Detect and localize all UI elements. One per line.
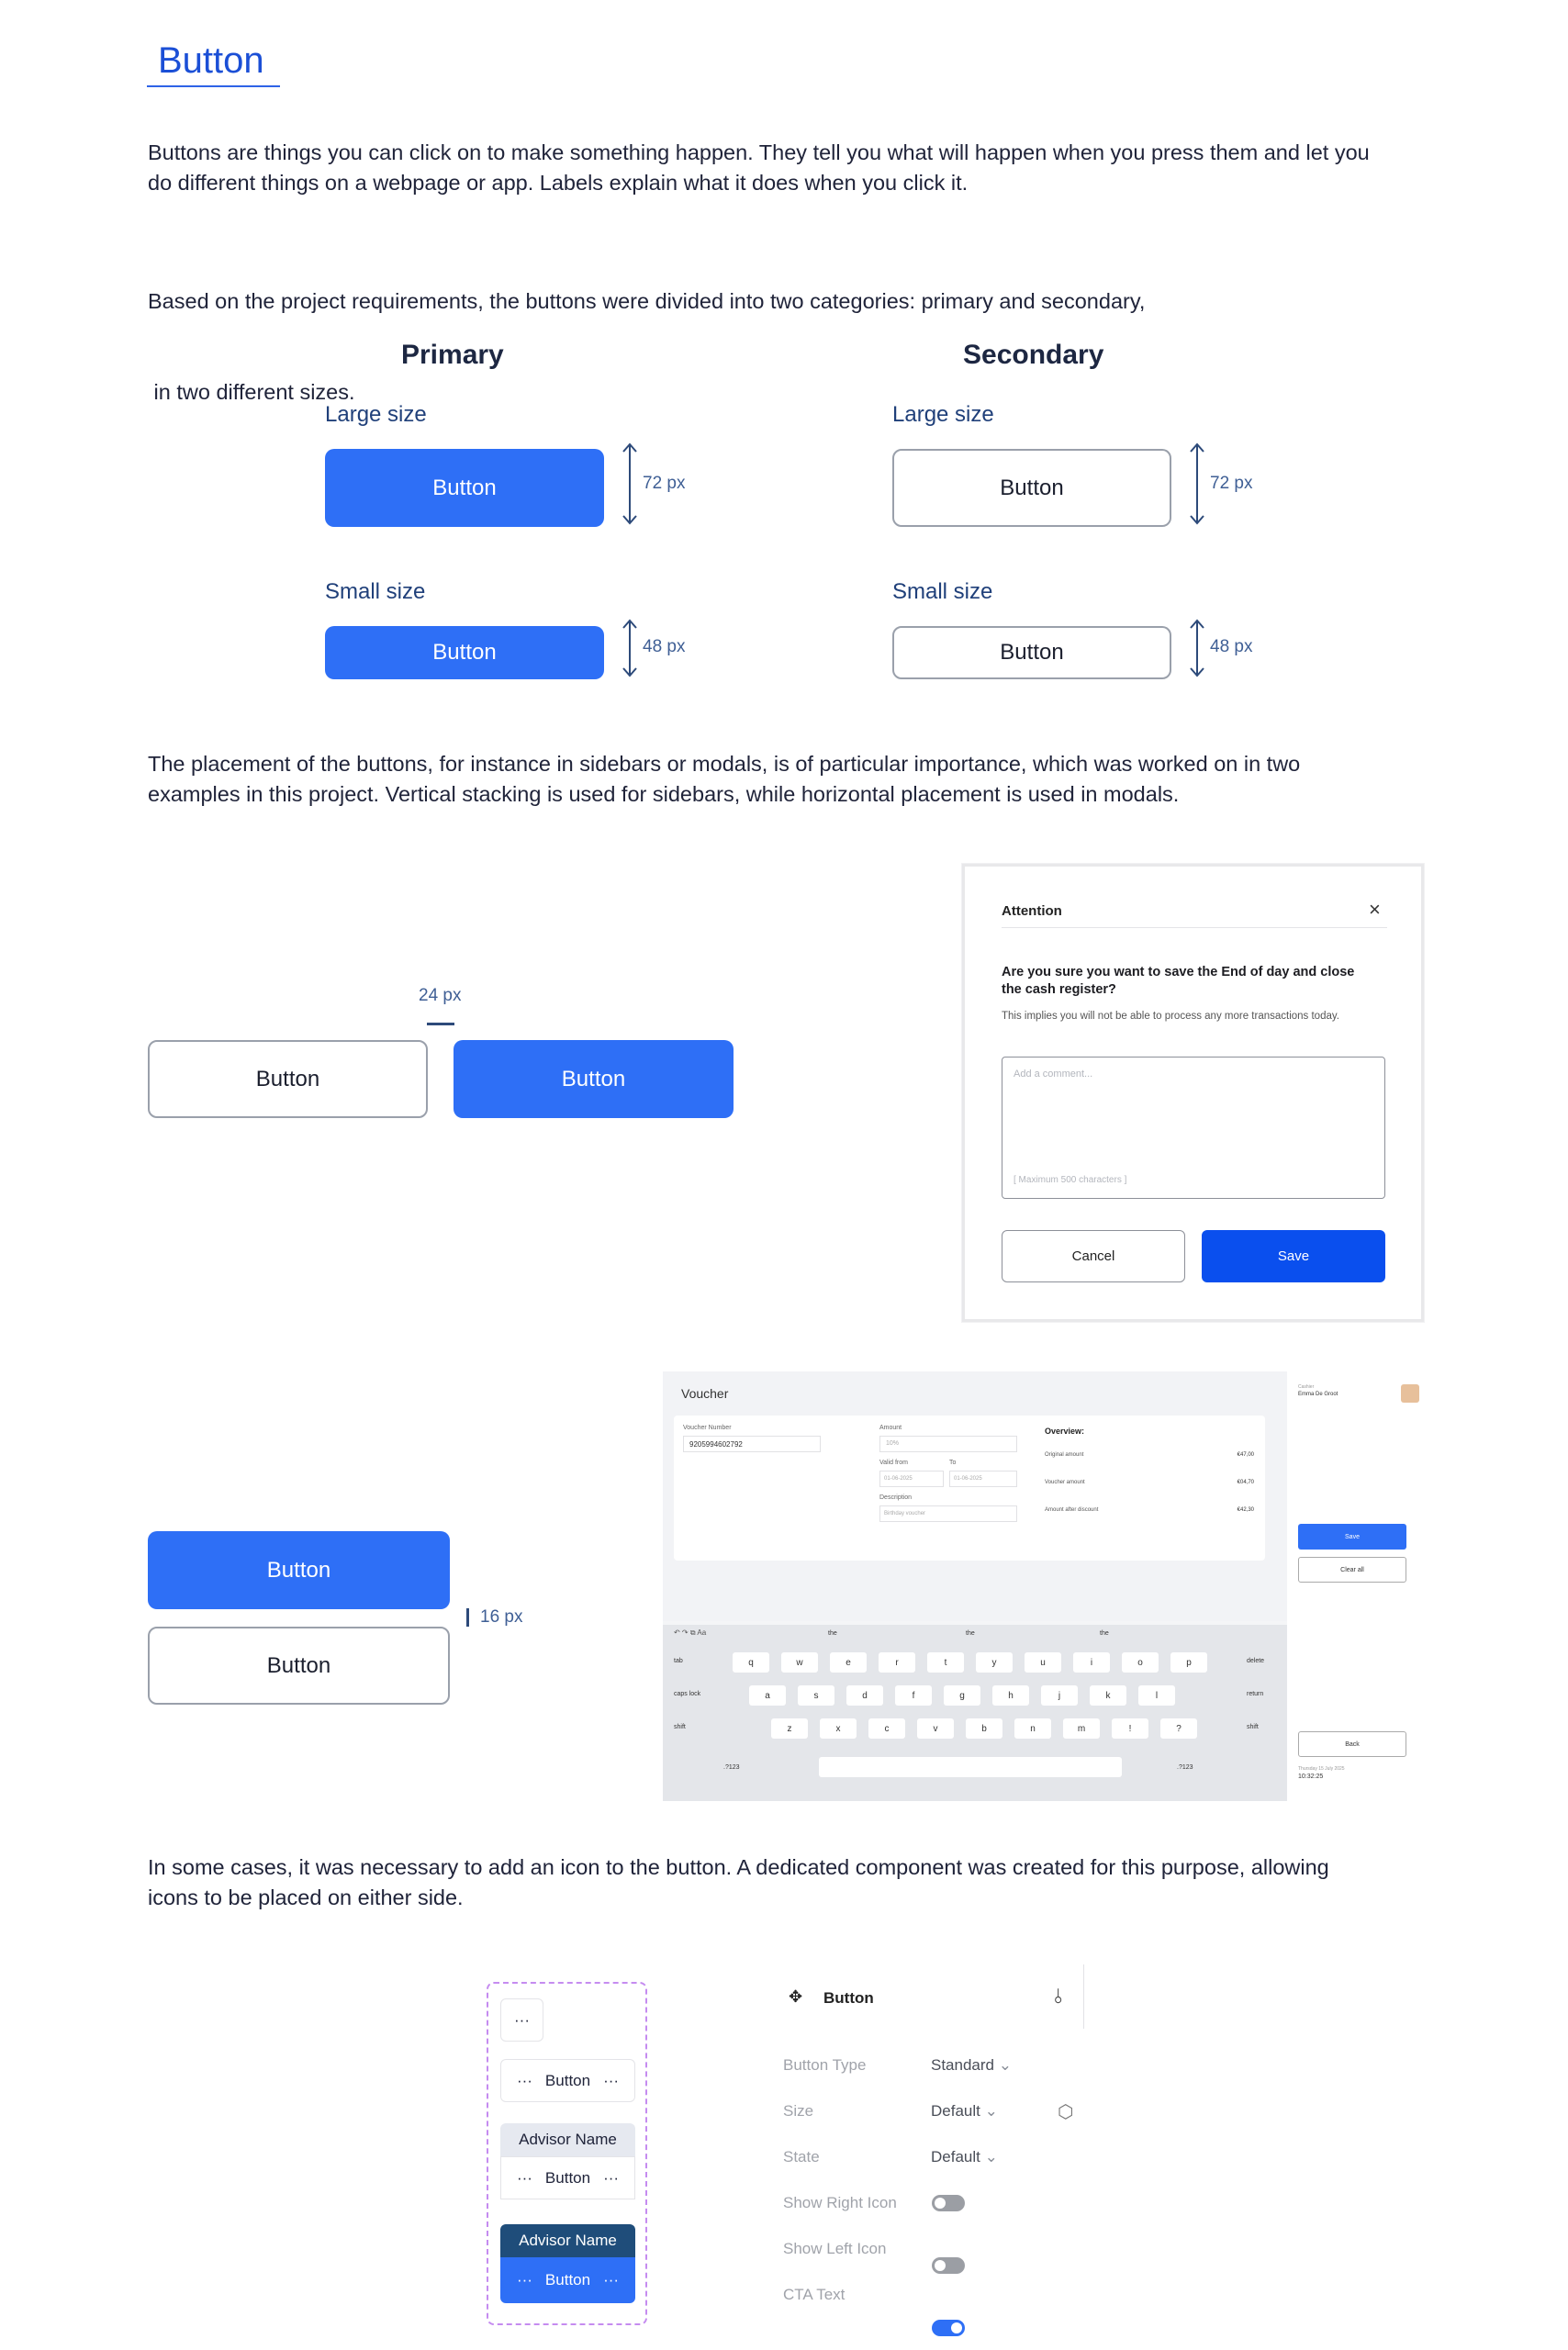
- gap-marker: [427, 1023, 454, 1025]
- button-label: Button: [544, 2071, 591, 2089]
- keyboard-key[interactable]: n: [1014, 1718, 1051, 1739]
- more-icon: ···: [603, 2271, 620, 2288]
- comment-placeholder: Add a comment...: [1014, 1069, 1093, 1080]
- keyboard-key[interactable]: a: [749, 1685, 786, 1706]
- modal-question-line: the cash register?: [1002, 982, 1116, 997]
- secondary-small-label: Small size: [892, 579, 993, 604]
- after-discount-label: Amount after discount: [1045, 1507, 1099, 1513]
- description-input[interactable]: Birthday voucher: [879, 1505, 1017, 1522]
- font-size-key[interactable]: Aa: [697, 1628, 707, 1637]
- voucher-amount-label: Voucher amount: [1045, 1480, 1085, 1485]
- placement-paragraph: [148, 749, 1433, 810]
- sidebar-save-button[interactable]: Save: [1298, 1524, 1406, 1550]
- intro-line: do different things on a webpage or app. Labels explain what it does when you click it.: [148, 171, 969, 195]
- more-icon: ···: [516, 2071, 532, 2089]
- original-amount-label: Original amount: [1045, 1452, 1084, 1458]
- variable-icon[interactable]: ⬡: [1058, 2102, 1074, 2122]
- more-icon: ···: [516, 2168, 532, 2187]
- primary-small-height: 48 px: [643, 637, 686, 656]
- clear-all-button[interactable]: Clear all: [1298, 1557, 1406, 1583]
- tab-key[interactable]: tab: [674, 1658, 683, 1664]
- title-underline: [147, 85, 280, 87]
- modal-divider: [1002, 927, 1387, 928]
- keyboard-key[interactable]: !: [1112, 1718, 1148, 1739]
- prop-value: Standard: [931, 2056, 994, 2074]
- cta-text-toggle[interactable]: [932, 2320, 965, 2336]
- primary-small-label: Small size: [325, 579, 426, 604]
- close-icon[interactable]: ×: [1369, 898, 1381, 921]
- keyboard-key[interactable]: e: [830, 1652, 867, 1673]
- char-limit: [ Maximum 500 characters ]: [1014, 1175, 1127, 1185]
- secondary-heading: Secondary: [963, 340, 1104, 370]
- numbers-key[interactable]: .?123: [1177, 1764, 1193, 1771]
- modal-question-line: Are you sure you want to save the End of day and close: [1002, 965, 1355, 979]
- avatar[interactable]: [1401, 1384, 1419, 1403]
- keyboard-key[interactable]: j: [1041, 1685, 1078, 1706]
- component-name: Button: [823, 1989, 874, 2007]
- vertical-primary-button[interactable]: Button: [148, 1531, 450, 1609]
- size-select[interactable]: [931, 2102, 998, 2121]
- comment-textarea[interactable]: [1002, 1057, 1385, 1199]
- placement-line: The placement of the buttons, for instance in sidebars or modals, is of particular importance, which was worked on in two: [148, 752, 1301, 776]
- voucher-screen: [663, 1371, 1424, 1801]
- after-discount-amount: €42,30: [1237, 1507, 1254, 1513]
- keyboard-key[interactable]: b: [966, 1718, 1002, 1739]
- keyboard-key[interactable]: w: [781, 1652, 818, 1673]
- icon-only-button[interactable]: [500, 1998, 543, 2042]
- keyboard-key[interactable]: m: [1063, 1718, 1100, 1739]
- back-button[interactable]: Back: [1298, 1731, 1406, 1757]
- advisor-name-header-active: Advisor Name: [500, 2224, 635, 2257]
- keyboard-key[interactable]: g: [944, 1685, 980, 1706]
- secondary-small-button[interactable]: Button: [892, 626, 1171, 679]
- secondary-small-height: 48 px: [1210, 637, 1253, 656]
- description-label: Description: [879, 1494, 913, 1501]
- more-icon: ···: [603, 2168, 620, 2187]
- shift-key[interactable]: shift: [674, 1724, 686, 1730]
- delete-key[interactable]: delete: [1247, 1658, 1265, 1664]
- prop-label: Size: [783, 2102, 814, 2120]
- prop-label: Show Right Icon: [783, 2194, 897, 2211]
- cashier-name: Emma De Groot: [1298, 1392, 1338, 1397]
- voucher-sidebar: [1287, 1371, 1424, 1801]
- valid-to-input[interactable]: 01-06-2025: [949, 1471, 1017, 1487]
- prop-value: Default: [931, 2148, 980, 2165]
- intro-line: Based on the project requirements, the buttons were divided into two categories: primary and secondary,: [148, 289, 1146, 313]
- voucher-title: Voucher: [681, 1386, 729, 1401]
- height-arrow-icon: [621, 442, 639, 525]
- keyboard-key[interactable]: y: [976, 1652, 1013, 1673]
- valid-from-label: Valid from: [879, 1460, 908, 1466]
- vertical-secondary-button[interactable]: Button: [148, 1627, 450, 1705]
- on-screen-keyboard: [663, 1625, 1287, 1801]
- placement-line: examples in this project. Vertical stacking is used for sidebars, while horizontal placement is used in modals.: [148, 782, 1180, 806]
- modal-title: Attention: [1002, 903, 1062, 919]
- time-text: 10:32:25: [1298, 1774, 1324, 1780]
- overview-title: Overview:: [1045, 1427, 1085, 1436]
- horizontal-gap-label: 24 px: [419, 986, 462, 1005]
- modal-question: [1002, 964, 1354, 999]
- space-bar[interactable]: [819, 1757, 1122, 1777]
- cashier-label: Cashier: [1298, 1384, 1315, 1390]
- icons-line: In some cases, it was necessary to add an icon to the button. A dedicated component was created for this purpose, allowing: [148, 1855, 1329, 1879]
- prop-label: Show Left Icon: [783, 2240, 887, 2257]
- height-arrow-icon: [621, 619, 639, 677]
- chevron-down-icon: ⌄: [984, 2148, 998, 2165]
- horizontal-primary-button[interactable]: Button: [454, 1040, 734, 1118]
- button-label: Button: [544, 2271, 591, 2288]
- keyboard-key[interactable]: h: [992, 1685, 1029, 1706]
- return-key[interactable]: return: [1247, 1691, 1264, 1697]
- suggestion[interactable]: the: [828, 1630, 837, 1637]
- keyboard-key[interactable]: l: [1138, 1685, 1175, 1706]
- original-amount: €47,00: [1237, 1452, 1254, 1458]
- prop-label: State: [783, 2148, 820, 2165]
- vertical-gap-label: 16 px: [480, 1607, 523, 1627]
- component-variants-frame: [487, 1982, 647, 2325]
- more-icon: ···: [516, 2271, 532, 2288]
- attention-modal: [962, 864, 1424, 1322]
- intro-line: Buttons are things you can click on to make something happen. They tell you what will happen when you press them and let you: [148, 140, 1370, 164]
- keyboard-key[interactable]: u: [1025, 1652, 1061, 1673]
- suggestion[interactable]: the: [1100, 1630, 1109, 1637]
- adjust-icon[interactable]: ⫰: [1054, 1985, 1063, 2008]
- button-label: Button: [544, 2168, 591, 2187]
- button-type-select[interactable]: [931, 2056, 1012, 2075]
- save-button[interactable]: Save: [1202, 1230, 1385, 1282]
- shift-key[interactable]: shift: [1247, 1724, 1259, 1730]
- advisor-name-header: Advisor Name: [500, 2123, 635, 2156]
- amount-label: Amount: [879, 1425, 902, 1431]
- keyboard-key[interactable]: x: [820, 1718, 857, 1739]
- secondary-large-button[interactable]: Button: [892, 449, 1171, 527]
- keyboard-key[interactable]: d: [846, 1685, 883, 1706]
- keyboard-key[interactable]: v: [917, 1718, 954, 1739]
- icon-button-variant[interactable]: [500, 2059, 635, 2102]
- intro-paragraph-1: [148, 138, 1433, 198]
- component-icon: ✥: [789, 1987, 803, 2006]
- suggestion[interactable]: the: [966, 1630, 975, 1637]
- prop-value: Default: [931, 2102, 980, 2120]
- keyboard-key[interactable]: i: [1073, 1652, 1110, 1673]
- gap-marker: [466, 1608, 469, 1627]
- secondary-large-label: Large size: [892, 402, 994, 427]
- keyboard-key[interactable]: s: [798, 1685, 834, 1706]
- keyboard-key[interactable]: z: [771, 1718, 808, 1739]
- keyboard-key[interactable]: c: [868, 1718, 905, 1739]
- keyboard-key[interactable]: q: [733, 1652, 769, 1673]
- state-select[interactable]: [931, 2148, 998, 2166]
- page-title: Button: [158, 40, 264, 81]
- overview-card: [1034, 1416, 1265, 1561]
- more-icon: ···: [514, 2010, 530, 2029]
- secondary-large-height: 72 px: [1210, 474, 1253, 493]
- icon-button-variant[interactable]: [500, 2156, 635, 2199]
- voucher-amount: €04,70: [1237, 1480, 1254, 1485]
- icon-button-primary[interactable]: [500, 2257, 635, 2303]
- more-icon: ···: [603, 2071, 620, 2089]
- keyboard-toolbar: ↶ ↷ ⧉ Aa: [674, 1628, 707, 1637]
- keyboard-key[interactable]: o: [1122, 1652, 1159, 1673]
- numbers-key[interactable]: .?123: [723, 1764, 740, 1771]
- height-arrow-icon: [1188, 442, 1206, 525]
- icons-paragraph: [148, 1852, 1433, 1913]
- keyboard-key[interactable]: k: [1090, 1685, 1126, 1706]
- keyboard-key[interactable]: t: [927, 1652, 964, 1673]
- keyboard-key[interactable]: r: [879, 1652, 915, 1673]
- height-arrow-icon: [1188, 619, 1206, 677]
- date-text: Thursday 15 July 2025: [1298, 1766, 1345, 1772]
- icons-line: icons to be placed on either side.: [148, 1886, 464, 1909]
- chevron-down-icon: ⌄: [984, 2102, 998, 2120]
- keyboard-key[interactable]: f: [895, 1685, 932, 1706]
- to-label: To: [949, 1460, 957, 1466]
- primary-heading: Primary: [401, 340, 504, 370]
- valid-from-input[interactable]: 01-06-2025: [879, 1471, 944, 1487]
- voucher-form-card: [674, 1416, 1069, 1561]
- intro-line: in two different sizes.: [148, 380, 355, 404]
- prop-label: Button Type: [783, 2056, 867, 2074]
- caps-lock-key[interactable]: caps lock: [674, 1691, 701, 1697]
- primary-large-height: 72 px: [643, 474, 686, 493]
- voucher-number-input[interactable]: 9205994602792: [683, 1436, 821, 1452]
- keyboard-key[interactable]: ?: [1160, 1718, 1197, 1739]
- horizontal-secondary-button[interactable]: Button: [148, 1040, 428, 1118]
- show-right-icon-toggle[interactable]: [932, 2195, 965, 2211]
- show-left-icon-toggle[interactable]: [932, 2257, 965, 2274]
- primary-large-label: Large size: [325, 402, 427, 427]
- prop-label: CTA Text: [783, 2286, 846, 2303]
- primary-large-button[interactable]: Button: [325, 449, 604, 527]
- cancel-button[interactable]: Cancel: [1002, 1230, 1185, 1282]
- voucher-number-label: Voucher Number: [683, 1425, 732, 1431]
- panel-divider: [1083, 1964, 1084, 2029]
- chevron-down-icon: ⌄: [998, 2056, 1012, 2074]
- keyboard-key[interactable]: p: [1170, 1652, 1207, 1673]
- amount-input[interactable]: 10%: [879, 1436, 1017, 1452]
- modal-note: This implies you will not be able to process any more transactions today.: [1002, 1011, 1339, 1022]
- primary-small-button[interactable]: Button: [325, 626, 604, 679]
